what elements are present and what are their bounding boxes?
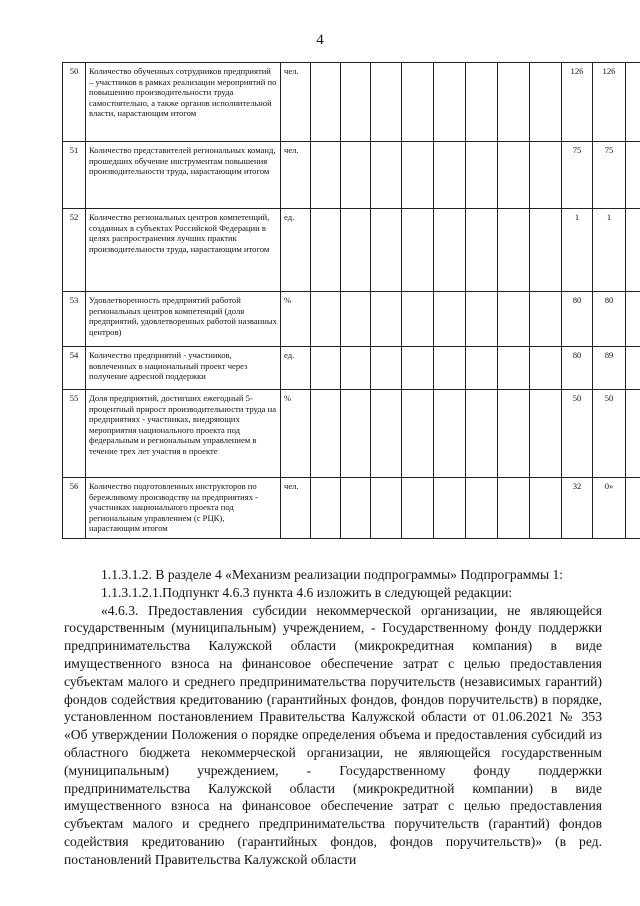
value-cell: 0» — [593, 478, 626, 539]
section-heading: 1.1.3.1.2. В разделе 4 «Механизм реализации подпрограммы» Подпрограммы 1: — [101, 567, 564, 582]
value-cell: 126 — [562, 63, 593, 142]
table-row — [63, 292, 640, 347]
indicator-name: Количество подготовленных инструкторов по бережливому производству на предприятиях - участниках национального проекта под региональным управлением (с РЦК), нарастающим итогом — [86, 478, 281, 539]
value-cell: 80 — [562, 347, 593, 390]
table-row — [63, 347, 640, 390]
indicator-name: Количество обученных сотрудников предприятий – участников в рамках реализации мероприятий по повышению производительности труда самостоятельно, а также органов исполнительной власти, нарастающим итогом — [86, 63, 281, 142]
value-cell: 80 — [593, 292, 626, 347]
table-row — [63, 142, 640, 209]
row-number: 52 — [63, 209, 86, 292]
row-number: 54 — [63, 347, 86, 390]
value-cell: 89 — [593, 347, 626, 390]
value-cell: 75 — [593, 142, 626, 209]
table-row — [63, 390, 640, 478]
page-number: 4 — [316, 32, 324, 48]
indicator-name: Количество представителей региональных команд, прошедших обучение инструментам повышения производительности труда, нарастающим итогом — [86, 142, 281, 209]
value-cell: 75 — [562, 142, 593, 209]
unit-cell: чел. — [281, 142, 311, 209]
unit-cell: чел. — [281, 478, 311, 539]
value-cell: 1 — [593, 209, 626, 292]
value-cell: 32 — [562, 478, 593, 539]
value-cell: 126 — [593, 63, 626, 142]
unit-cell: % — [281, 390, 311, 478]
value-cell: 1 — [562, 209, 593, 292]
indicators-table — [62, 62, 640, 539]
row-number: 50 — [63, 63, 86, 142]
unit-cell: чел. — [281, 63, 311, 142]
row-number: 55 — [63, 390, 86, 478]
row-number: 51 — [63, 142, 86, 209]
value-cell: 50 — [562, 390, 593, 478]
unit-cell: % — [281, 292, 311, 347]
indicator-name: Удовлетворенность предприятий работой региональных центров компетенций (доля предприятий, удовлетворенных работой названных центров) — [86, 292, 281, 347]
unit-cell: ед. — [281, 347, 311, 390]
row-number: 53 — [63, 292, 86, 347]
indicator-name: Количество предприятий - участников, вовлеченных в национальный проект через получение адресной поддержки — [86, 347, 281, 390]
body-text — [64, 566, 602, 869]
indicator-name: Доля предприятий, достигших ежегодный 5-процентный прирост производительности труда на предприятиях - участниках, внедряющих мероприятия национального проекта под федеральным и региональным управлением в течение трех лет участия в проекте — [86, 390, 281, 478]
value-cell: 80 — [562, 292, 593, 347]
paragraph: «4.6.3. Предоставления субсидии некоммерческой организации, не являющейся государственным (муниципальным) учреждением, - Государственному фонду поддержки предпринимательства Калужской области (микрокредитная компания) в виде имущественного взноса на финансовое обеспечение затрат с целью предоставления субъектам малого и среднего предпринимательства поручительств (независимых гарантий) фондов содействия кредитованию (гарантийных фондов, фондов поручительств) в порядке, установленном постановлением Правительства Калужской области от 01.06.2021 № 353 «Об утверждении Положения о порядке определения объема и предоставления субсидий из областного бюджета некоммерческой организации, не являющейся государственным (муниципальным) учреждением, - Государственному фонду поддержки предпринимательства Калужской области (микрокредитной компании) в виде имущественного взноса на финансовое обеспечение затрат с целью предоставления субъектам малого и среднего предпринимательства поручительств (гарантий) фондов содействия кредитованию (гарантийных фондов, фондов поручительств)» (в ред. постановлений Правительства Калужской области — [64, 602, 602, 867]
table-row — [63, 478, 640, 539]
indicator-name: Количество региональных центров компетенций, созданных в субъектах Российской Федерации в целях распространения лучших практик производительности труда, нарастающим итогом — [86, 209, 281, 292]
table-row — [63, 209, 640, 292]
subsection-heading: 1.1.3.1.2.1.Подпункт 4.6.3 пункта 4.6 изложить в следующей редакции: — [101, 584, 513, 600]
value-cell: 50 — [593, 390, 626, 478]
unit-cell: ед. — [281, 209, 311, 292]
row-number: 56 — [63, 478, 86, 539]
table-row — [63, 63, 640, 142]
